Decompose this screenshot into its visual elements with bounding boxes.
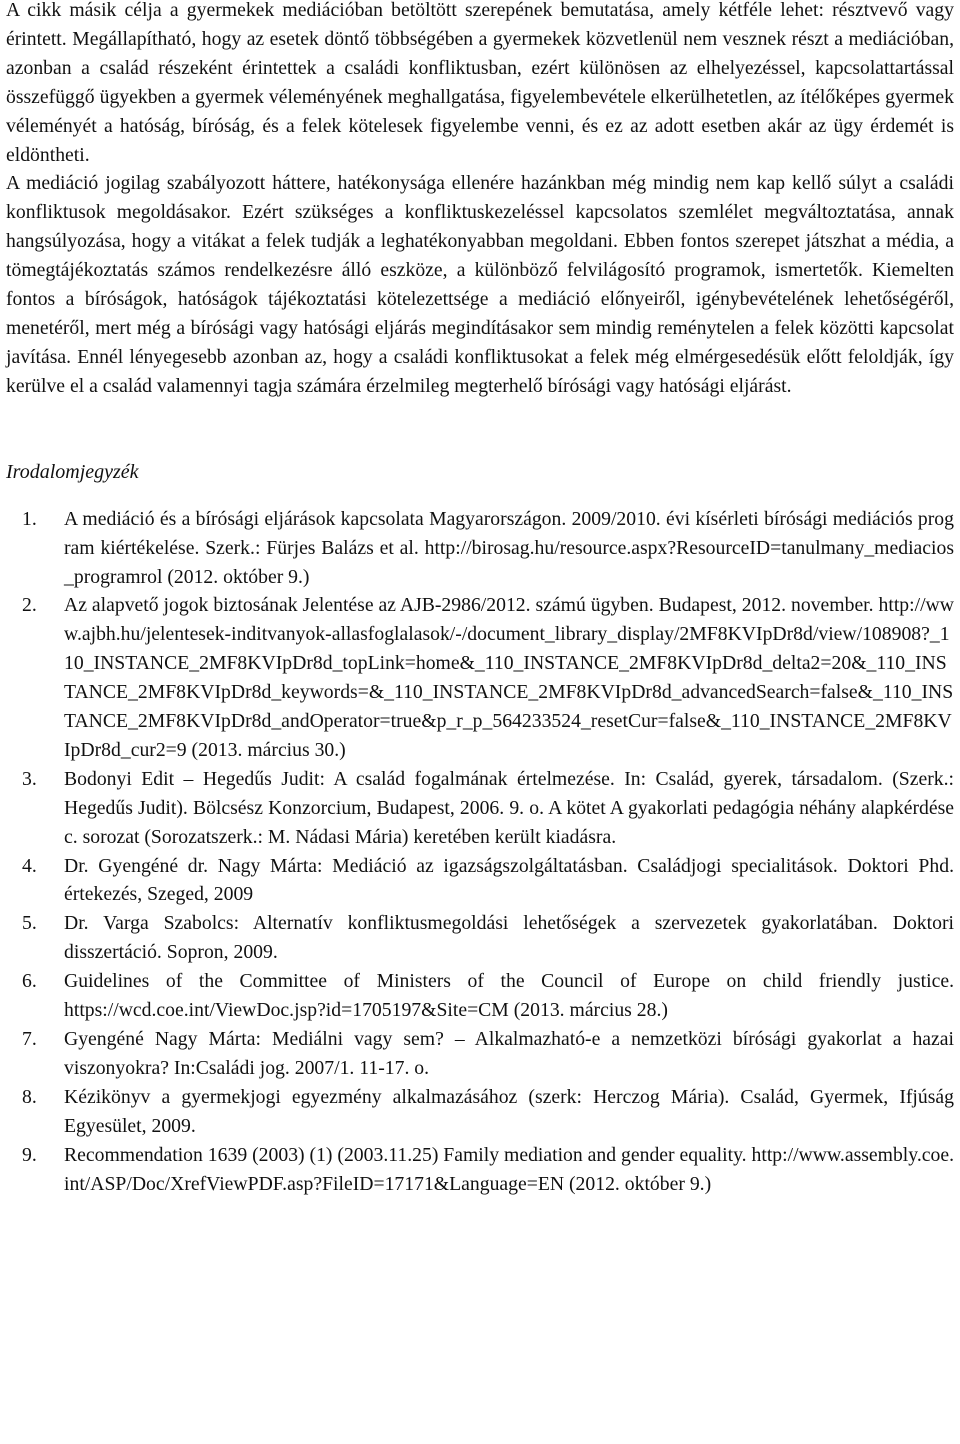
bibliography-list: [6, 505, 954, 1199]
reference-text: Dr. Varga Szabolcs: Alternatív konfliktusmegoldási lehetőségek a szervezetek gyakorlatában. Doktori disszertáció. Sopron, 2009.: [64, 912, 954, 964]
reference-number: 1.: [22, 507, 37, 530]
reference-item: [6, 765, 954, 852]
reference-text: Gyengéné Nagy Márta: Mediálni vagy sem? – Alkalmazható-e a nemzetközi bírósági gyakorlat a hazai viszonyokra? In:Családi jog. 2007/1. 11-17. o.: [64, 1028, 954, 1079]
reference-item: [6, 1141, 954, 1199]
reference-number: 7.: [22, 1028, 37, 1050]
reference-text: Guidelines of the Committee of Ministers of the Council of Europe on child friendly justice. https://wcd.coe.int/ViewDoc.jsp?id=1705197&Site=CM (2013. március 28.): [64, 970, 954, 1022]
reference-item: [6, 505, 954, 592]
section-spacer: [6, 401, 954, 457]
reference-number: 8.: [22, 1085, 37, 1108]
reference-number: 2.: [22, 594, 37, 617]
reference-text: Recommendation 1639 (2003) (1) (2003.11.25) Family mediation and gender equality. http://www.assembly.coe.int/ASP/Doc/XrefViewPDF.asp?FileID=17171&Language=EN (2012. október 9.): [64, 1143, 954, 1195]
reference-item: [6, 967, 954, 1025]
reference-item: [6, 852, 954, 910]
body-paragraph-2: A mediáció jogilag szabályozott háttere, hatékonysága ellenére hazánkban még mindig nem kap kellő súlyt a családi konfliktusok megoldásakor. Ezért szükséges a konfliktuskezeléssel kapcsolatos szemlélet megváltoztatása, annak hangsúlyozása, hogy a vitákat a felek tudják a leghatékonyabban megoldani. Ebben fontos szerepet játszhat a média, a tömegtájékoztatás számos rendelkezésre álló eszköze, a különböző felvilágosító programok, ismertetők. Kiemelten fontos a bíróságok, hatóságok tájékoztatási kötelezettsége a mediáció előnyeiről, igénybevételének lehetőségéről, menetéről, mert még a bírósági vagy hatósági eljárás megindításakor sem mindig reménytelen a felek közötti kapcsolat javítása. Ennél lényegesebb azonban az, hogy a családi konfliktusokat a felek még elmérgesedésük előtt feloldják, így kerülve el a család valamennyi tagja számára érzelmileg megterhelő bírósági vagy hatósági eljárást.: [6, 172, 954, 397]
document-page: [6, 0, 954, 1198]
reference-text: Az alapvető jogok biztosának Jelentése az AJB-2986/2012. számú ügyben. Budapest, 2012. november. http://www.ajbh.hu/jelentesek-inditvanyok-allasfoglalasok/-/document_library_display/2MF8KVIpDr8d/view/108908?_110_INSTANCE_2MF8KVIpDr8d_topLink=home&_110_INSTANCE_2MF8KVIpDr8d_delta2=20&_110_INSTANCE_2MF8KVIpDr8d_keywords=&_110_INSTANCE_2MF8KVIpDr8d_advancedSearch=false&_110_INSTANCE_2MF8KVIpDr8d_andOperator=true&p_r_p_564233524_resetCur=false&_110_INSTANCE_2MF8KVIpDr8d_cur2=9 (2013. március 30.): [64, 594, 954, 761]
reference-item: [6, 1083, 954, 1141]
reference-item: [6, 909, 954, 967]
reference-text: Dr. Gyengéné dr. Nagy Márta: Mediáció az igazságszolgáltatásban. Családjogi specialitások. Doktori Phd. értekezés, Szeged, 2009: [64, 854, 954, 906]
body-paragraph-1: A cikk másik célja a gyermekek mediációban betöltött szerepének bemutatása, amely kétféle lehet: résztvevő vagy érintett. Megállapítható, hogy az esetek döntő többségében a gyermekek közvetlenül nem vesznek részt a mediációban, azonban a család részeként érintettek a családi konfliktusban, ezért különösen az elhelyezéssel, kapcsolattartással összefüggő ügyekben a gyermek véleményének meghallgatása, figyelembevétele elkerülhetetlen, az ítélőképes gyermek véleményét a hatóság, bíróság, és a felek kötelesek figyelembe venni, és ez az adott esetben akár az ügy érdemét is eldöntheti.: [6, 0, 954, 166]
reference-number: 5.: [22, 912, 37, 935]
reference-number: 9.: [22, 1143, 37, 1166]
reference-number: 6.: [22, 970, 37, 993]
reference-text: Bodonyi Edit – Hegedűs Judit: A család fogalmának értelmezése. In: Család, gyerek, társadalom. (Szerk.: Hegedűs Judit). Bölcsész Konzorcium, Budapest, 2006. 9. o. A kötet A gyakorlati pedagógia néhány alapkérdése c. sorozat (Sorozatszerk.: M. Nádasi Mária) keretében került kiadásra.: [64, 767, 954, 848]
reference-item: [6, 1025, 954, 1083]
reference-text: Kézikönyv a gyermekjogi egyezmény alkalmazásához (szerk: Herczog Mária). Család, Gyermek, Ifjúság Egyesület, 2009.: [64, 1085, 954, 1137]
reference-number: 3.: [22, 767, 37, 790]
reference-item: [6, 591, 954, 764]
bibliography-title: Irodalomjegyzék: [6, 460, 139, 483]
reference-text: A mediáció és a bírósági eljárások kapcsolata Magyarországon. 2009/2010. évi kísérleti bírósági mediációs program kiértékelése. Szerk.: Fürjes Balázs et al. http://birosag.hu/resource.aspx?ResourceID=tanulmany_mediacios_programrol (2012. október 9.): [64, 507, 954, 588]
reference-number: 4.: [22, 854, 37, 877]
